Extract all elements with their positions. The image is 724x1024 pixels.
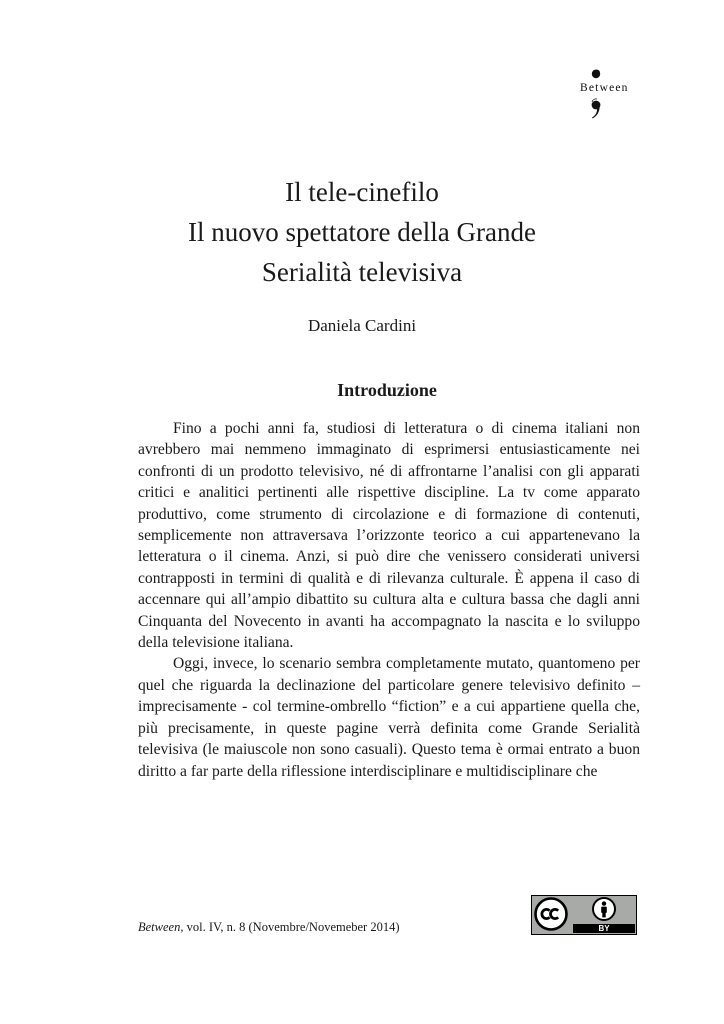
license-badge[interactable]	[531, 895, 637, 935]
logo-text: Between	[580, 82, 629, 94]
license-badge-label: BY	[598, 924, 610, 933]
semicolon-mark-icon	[580, 68, 640, 120]
journal-logo	[580, 68, 640, 120]
article-body	[138, 418, 640, 782]
body-paragraph: Oggi, invece, lo scenario sembra completamente mutato, quantomeno per quel che riguarda la declinazione del particolare genere televisivo definito – imprecisamente - col termine-ombrello “fiction” e a cui appartiene quella che, più precisamente, in queste pagine verrà definita come Grande Serialità televisiva (le maiuscole non sono casuali). Questo tema è ormai entrato a buon diritto a far parte della riflessione interdisciplinare e multidisciplinare che	[138, 655, 640, 780]
title-line: Serialità televisiva	[261, 257, 463, 287]
footer-issue-details: , vol. IV, n. 8 (Novembre/Novemeber 2014)	[180, 920, 400, 934]
section-heading: Introduzione	[337, 380, 437, 400]
title-line: Il nuovo spettatore della Grande	[188, 217, 536, 247]
article-title	[0, 172, 724, 292]
footer-journal-name: Between	[138, 920, 181, 934]
body-paragraph: Fino a pochi anni fa, studiosi di letteratura o di cinema italiani non avrebbero mai nemmeno immaginato di esprimersi entusiasticamente nei confronti di un prodotto televisivo, né di affrontarne l’analisi con gli apparati critici e analitici pertinenti alle rispettive discipline. La tv come apparato produttivo, come strumento di circolazione e di formazione di contenuti, semplicemente non attraversava l’orizzonte teorico a cui appartenevano la letteratura o il cinema. Anzi, si può dire che venissero considerati universi contrapposti in termini di qualità e di rilevanza culturale. È appena il caso di accennare qui all’ampio dibattito su cultura alta e cultura bassa che dagli anni Cinquanta del Novecento in avanti ha accompagnato la nascita e lo sviluppo della televisione italiana.	[138, 420, 640, 652]
author-name: Daniela Cardini	[307, 316, 417, 335]
footer-citation	[138, 920, 400, 935]
title-line: Il tele-cinefilo	[285, 177, 439, 207]
